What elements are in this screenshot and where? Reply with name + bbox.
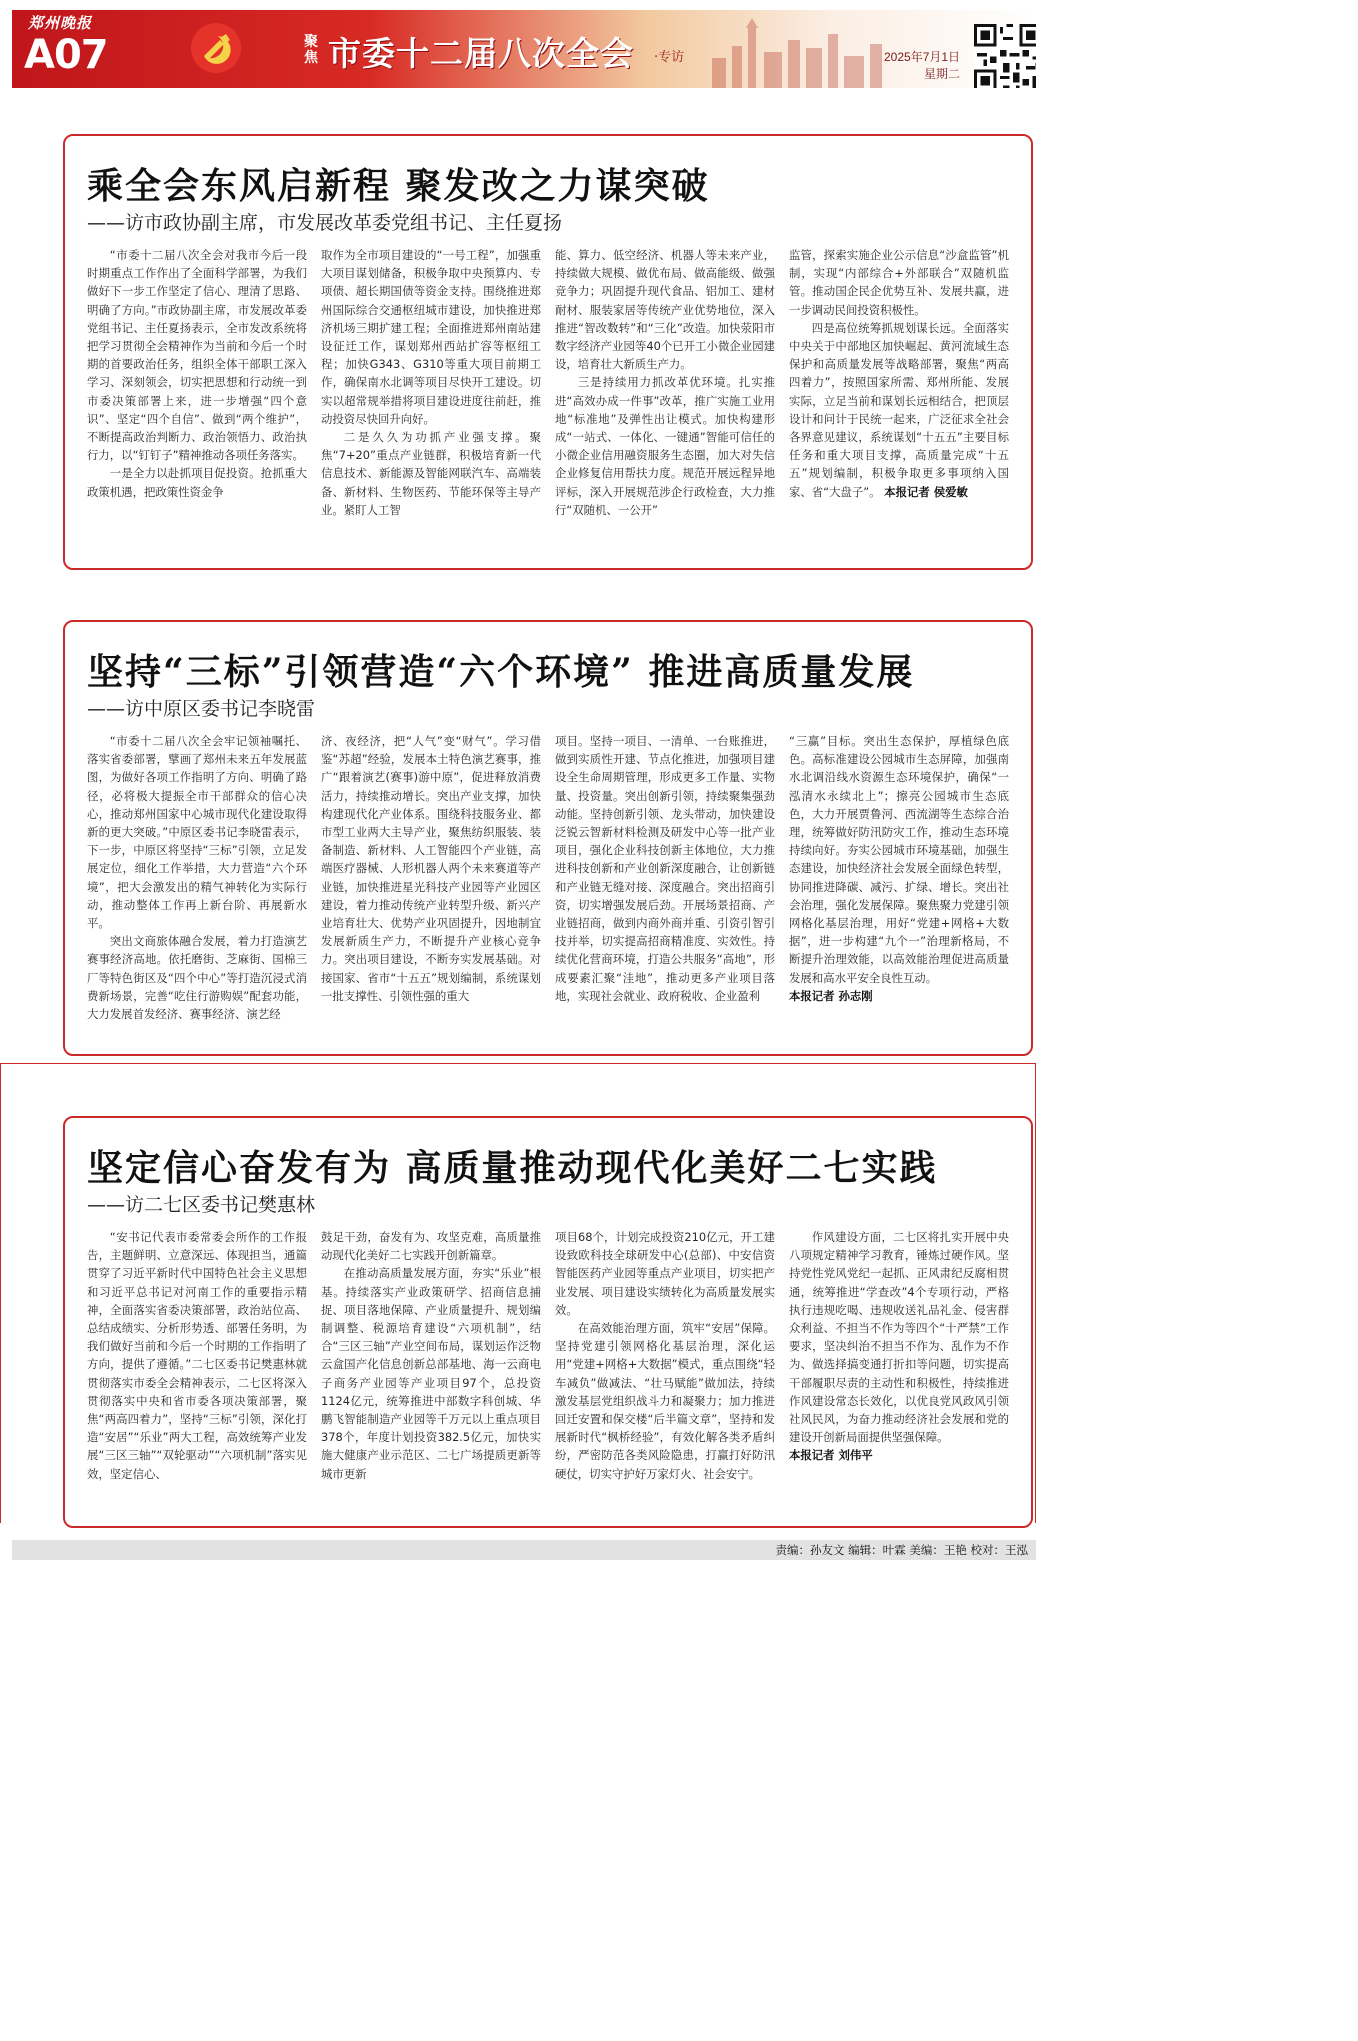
article-card [63,134,1033,570]
article-headline: 坚定信心奋发有为 高质量推动现代化美好二七实践 [87,1147,938,1189]
paragraph-text: 四是高位统筹抓规划谋长远。全面落实中央关于中部地区加快崛起、黄河流域生态保护和高质量发展等战略部署，聚焦“两高四着力”，按照国家所需、郑州所能、发展实际，立足当前和谋划长远相结合，把顶层设计和问计于民统一起来，广泛征求全社会各界意见建议，系统谋划“十五五”主要目标任务和重大项目支撑，高质量完成“十五五”规划编制，积极争取更多事项纳入国家、省“大盘子”。 [789,320,1009,499]
text-column [87,246,307,556]
footer-bar [12,1540,1036,1560]
paragraph: 三是持续用力抓改革优环境。扎实推进“高效办成一件事”改革，推广实施工业用地“标准地”及弹性出让模式。加快构建形成“一站式、一体化、一键通”智能可信任的小微企业信用融资服务生态圈，加大对失信企业修复信用帮扶力度。规范开展远程异地评标，深入开展规范涉企行政检查，大力推行“双随机、一公开” [555,375,775,517]
paragraph: 项目68个，计划完成投资210亿元，开工建设致欧科技全球研发中心(总部)、中安信资智能医药产业园等重点产业项目，切实把产业发展、项目建设实绩转化为高质量发展实效。 [555,1230,775,1317]
text-column [87,1228,307,1518]
paragraph: 作风建设方面，二七区将扎实开展中央八项规定精神学习教育，锤炼过硬作风。坚持党性党风党纪一起抓、正风肃纪反腐相贯通，统筹推进“学查改”4个专项行动，严格执行违规吃喝、违规收送礼品礼金、侵害群众利益、不担当不作为等四个“十严禁”工作要求，坚决纠治不担当不作为、乱作为不作为、做选择搞变通打折扣等问题，切实提高干部履职尽责的主动性和积极性，持续推进作风建设常态长效化，以优良党风政风引领社风民风，为奋力推动经济社会发展和党的建设开创新局面提供坚强保障。 [789,1230,1009,1445]
text-column [555,246,775,556]
focus-tag: 聚焦 [304,34,318,66]
article-subhead: ——访中原区委书记李晓雷 [87,698,316,720]
article-body [87,246,1009,556]
text-column [321,1228,541,1518]
party-emblem-icon [190,22,242,74]
article-card [63,1116,1033,1528]
article-card [63,620,1033,1056]
text-column [321,246,541,556]
article-headline: 乘全会东风启新程 聚发改之力谋突破 [87,165,710,207]
masthead-banner [12,10,1036,88]
reporter-byline: 本报记者 侯爱敏 [884,484,968,499]
paragraph: “安书记代表市委常委会所作的工作报告，主题鲜明、立意深远、体现担当，通篇贯穿了习近平新时代中国特色社会主义思想和习近平总书记对河南工作的重要指示精神，全面落实省委决策部署，政治站位高、总结成绩实、分析形势透、部署任务明，为我们做好当前和今后一个时期的工作指明了方向，提供了遵循。”二七区委书记樊惠林就贯彻落实市委全会精神表示，二七区将深入贯彻落实中央和省市委各项决策部署，聚焦“两高四着力”，坚持“三标”引领，深化打造“安居”“乐业”两大工程，高效统筹产业发展“三区三轴”“双轮驱动”“六项机制”落实见效，坚定信心、 [87,1230,307,1481]
text-column [789,1228,1009,1518]
paragraph: 鼓足干劲，奋发有为、攻坚克难，高质量推动现代化美好二七实践开创新篇章。 [321,1230,541,1263]
article-subhead: ——访市政协副主席，市发展改革委党组书记、主任夏扬 [87,212,563,234]
page-number: A07 [24,32,108,78]
text-column [789,246,1009,556]
column-suffix: ·专访 [654,50,685,65]
text-column [321,732,541,1042]
article-body [87,732,1009,1042]
paragraph: 取作为全市项目建设的“一号工程”，加强重大项目谋划储备，积极争取中央预算内、专项债、超长期国债等资金支持。围绕推进郑州国际综合交通枢纽城市建设，加快推进郑济机场三期扩建工程；全面推进郑州南站建设征迁工作，谋划郑州西站扩容等枢纽工程；加快G343、G310等重大项目前期工作，确保南水北调等项目尽快开工建设。切实以超常规举措将项目建设进度往前赶，推动投资尽快回升向好。 [321,248,541,426]
paragraph: 一是全力以赴抓项目促投资。抢抓重大政策机遇，把政策性资金争 [87,466,307,499]
paragraph: 济、夜经济，把“人气”变“财气”。学习借鉴“苏超”经验，发展本土特色演艺赛事，推广“跟着演艺(赛事)游中原”，促进释放消费活力，持续推动增长。突出产业支撑，加快构建现代化产业体系。围绕科技服务业、都市型工业两大主导产业，聚焦纺织服装、装备制造、新材料、人工智能四个产业链，高端医疗器械、人形机器人两个未来赛道等产业链，加快推进星光科技产业园等产业园区建设，着力推动传统产业转型升级、新兴产业培育壮大、优势产业巩固提升，因地制宜发展新质生产力，不断提升产业核心竞争力。突出项目建设，不断夯实发展基础。对接国家、省市“十五五”规划编制，系统谋划一批支撑性、引领性强的重大 [321,734,541,1003]
paragraph: 在推动高质量发展方面，夯实“乐业”根基。持续落实产业政策研学、招商信息捕捉、项目落地保障、产业质量提升、规划编制调整、税源培育建设“六项机制”，结合“三区三轴”产业空间布局，谋划运作泛物云盒国产化信息创新总部基地、海一云商电子商务产业园等产业项目97个，总投资1124亿元，统筹推进中部数字科创城、华鹏飞智能制造产业园等千万元以上重点项目378个，年度计划投资382.5亿元，加快实施大健康产业示范区、二七广场提质更新等城市更新 [321,1266,541,1481]
paragraph: “市委十二届八次全会对我市今后一段时期重点工作作出了全面科学部署，为我们做好下一步工作坚定了信心、理清了思路、明确了方向。”市政协副主席，市发展改革委党组书记、主任夏扬表示，全市发改系统将把学习贯彻全会精神作为当前和今后一个时期的首要政治任务，组织全体干部职工深入学习、深刻领会，切实把思想和行动统一到市委决策部署上来，进一步增强“四个意识”、坚定“四个自信”、做到“两个维护”，不断提高政治判断力、政治领悟力、政治执行力，以“钉钉子”精神推动各项任务落实。 [87,248,307,463]
article-subhead: ——访二七区委书记樊惠林 [87,1194,316,1216]
reporter-byline: 本报记者 孙志刚 [789,988,873,1003]
section-divider [0,1063,1,1523]
section-divider [1035,1063,1036,1523]
paragraph: 监管，探索实施企业公示信息“沙盒监管”机制，实现“内部综合+外部联合”双随机监管。推动国企民企优势互补、发展共赢，进一步调动民间投资积极性。 [789,248,1009,317]
text-column [789,732,1009,1042]
qr-code-icon [974,24,1036,88]
paragraph: “三赢”目标。突出生态保护，厚植绿色底色。高标准建设公园城市生态屏障，加强南水北调沿线水资源生态环境保护，确保“一泓清水永续北上”；擦亮公园城市生态底色，大力开展贾鲁河、西流湖等生态综合治理，统筹做好防汛防灾工作，推动生态环境持续向好。夯实公园城市环境基础，加强生态建设，加快经济社会发展全面绿色转型，协同推进降碳、减污、扩绿、增长。突出社会治理，强化发展保障。聚焦聚力党建引领网格化基层治理，用好“党建+网格+大数据”，进一步构建“九个一”治理新格局，不断提升治理效能，以高效能治理促进高质量发展和高水平安全良性互动。 [789,734,1009,985]
paragraph: 二是久久为功抓产业强支撑。聚焦“7+20”重点产业链群，积极培育新一代信息技术、新能源及智能网联汽车、高端装备、新材料、生物医药、节能环保等主导产业。紧盯人工智 [321,430,541,517]
text-column [555,732,775,1042]
issue-weekday: 星期二 [924,67,961,81]
issue-date: 2025年7月1日 [884,50,961,64]
paragraph: 项目。坚持一项目、一清单、一台账推进，做到实质性开建、节点化推进，加强项目建设全生命周期管理，形成更多工作量、实物量、投资量。突出创新引领，持续聚集强劲动能。坚持创新引领、龙头带动，加快建设泛锐云智新材料检测及研发中心等一批产业项目，强化企业科技创新主体地位，大力推进科技创新和产业创新深度融合，让创新链和产业链无缝对接、深度融合。突出招商引资，切实增强发展后劲。开展场景招商、产业链招商，做到内商外商并重、引资引智引技并举，切实提高招商精准度、实效性。持续优化营商环境，打造公共服务“高地”，形成要素汇聚“洼地”，推动更多产业项目落地，实现社会就业、政府税收、企业盈利 [555,734,775,1003]
paper-name-logo: 郑州晚报 [28,14,93,32]
editor-credits: 责编：孙友文 编辑：叶霖 美编：王艳 校对：王泓 [775,1543,1028,1557]
paragraph: 能、算力、低空经济、机器人等未来产业，持续做大规模、做优布局、做高能级、做强竞争力；巩固提升现代食品、铝加工、建材耐材、服装家居等传统产业优势地位，深入推进“智改数转”和“三化”改造。加快荥阳市数字经济产业园等40个已开工小微企业园建设，培育壮大新质生产力。 [555,248,775,372]
paragraph: “市委十二届八次全会牢记领袖嘱托、落实省委部署，擘画了郑州未来五年发展蓝图，为做好各项工作指明了方向、明确了路径，必将极大提振全市干部群众的信心决心，推动郑州国家中心城市现代化建设取得新的更大突破。”中原区委书记李晓雷表示，下一步，中原区将坚持“三标”引领，立足发展定位，细化工作举措，大力营造“六个环境”，把大会激发出的精气神转化为实际行动，推动整体工作再上新台阶、再展新水平。 [87,734,307,931]
column-title: 市委十二届八次全会 [328,34,634,73]
article-headline: 坚持“三标”引领营造“六个环境” 推进高质量发展 [87,651,915,693]
section-divider [0,1063,1036,1064]
text-column [87,732,307,1042]
article-body [87,1228,1009,1518]
reporter-byline: 本报记者 刘伟平 [789,1448,873,1463]
paragraph [789,319,1009,501]
paragraph: 在高效能治理方面，筑牢“安居”保障。坚持党建引领网格化基层治理，深化运用“党建+网格+大数据”模式，重点围绕“轻车减负”做减法、“壮马赋能”做加法，持续激发基层党组织战斗力和凝聚力；加力推进回迁安置和保交楼“后半篇文章”，坚持和发展新时代“枫桥经验”，有效化解各类矛盾纠纷，严密防范各类风险隐患，打赢打好防汛硬仗，切实守护好万家灯火、社会安宁。 [555,1321,775,1481]
city-skyline-icon [702,18,892,88]
text-column [555,1228,775,1518]
paragraph: 突出文商旅体融合发展，着力打造演艺赛事经济高地。依托磨街、芝麻街、国棉三厂等特色街区及“四个中心”等打造沉浸式消费新场景，完善“吃住行游购娱”配套功能，大力发展首发经济、赛事经济、演艺经 [87,934,307,1022]
